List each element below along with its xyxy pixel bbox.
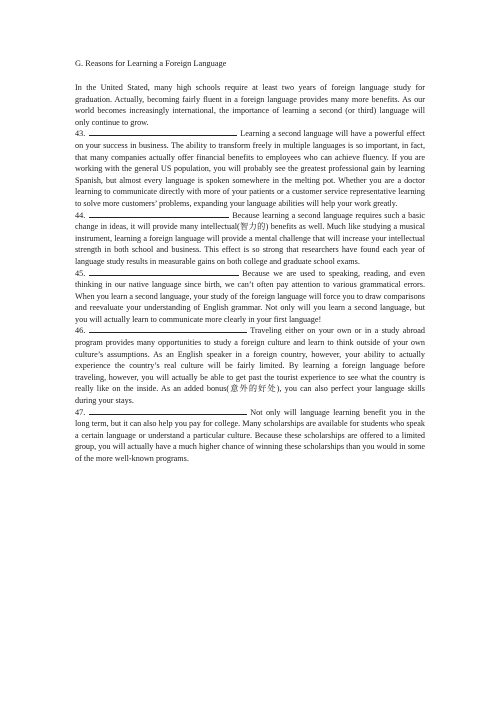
question-number: 47. bbox=[75, 407, 86, 417]
answer-blank[interactable] bbox=[89, 135, 237, 136]
section-heading: G. Reasons for Learning a Foreign Language bbox=[75, 59, 227, 68]
question-number: 43. bbox=[75, 129, 86, 139]
question-number: 44. bbox=[75, 210, 86, 220]
question-text: Traveling either on your own or in a study abroad program provides many opportunities to study a foreign culture and learn to think outside of your own culture’s assumptions. As an English speaker in a foreign country, however, your ability to actually experience the country’s real culture will be fairly limited. By learning a foreign language before traveling, however, you will actually be able to get past the tourist experience to see what the country is really like on the inside. As an added bonus(意外的好处), you can also perfect your language skills during your stays. bbox=[75, 326, 425, 406]
question-number: 46. bbox=[75, 326, 86, 336]
question-text: Not only will language learning benefit you in the long term, but it can also help you pay for college. Many scholarships are available for students who speak a certain language or understand a particular culture. Because these scholarships are offered to a limited group, you will actually have a much higher chance of winning these scholarships than you would in some of the more well-known programs. bbox=[75, 407, 425, 463]
answer-blank[interactable] bbox=[89, 414, 247, 415]
answer-blank[interactable] bbox=[89, 332, 247, 333]
question-text: Because learning a second language requires such a basic change in ideas, it will provide many intellectual(智力的) benefits as well. Much like studying a musical instrument, learning a foreign language will provide a mental challenge that will increase your intellectual strength in both school and business. This effect is so strong that researchers have found each year of language study results in measurable gains on both college and graduate school exams. bbox=[75, 210, 425, 266]
intro-paragraph: In the United Stated, many high schools require at least two years of foreign language study for graduation. Actually, becoming fairly fluent in a foreign language provides many more benefits. As our world becomes increasingly international, the importance of learning a second (or third) language will only continue to grow. bbox=[75, 83, 425, 127]
document-body bbox=[75, 58, 425, 465]
question-text: Learning a second language will have a powerful effect on your success in business. The ability to transform freely in multiple languages is so important, in fact, that many companies actually offer financial benefits to employees who can achieve fluency. If you are working with the general US population, you will probably see the greatest professional gain by learning Spanish, but almost every language is spoken somewhere in the melting pot. Whether you are a doctor learning to communicate directly with more of your patients or a customer service representative learning to solve more customers’ problems, expanding your language abilities will help your work greatly. bbox=[75, 129, 425, 208]
question-43 bbox=[75, 128, 425, 209]
question-text: Because we are used to speaking, reading, and even thinking in our native language since birth, we can’t often pay attention to various grammatical errors. When you learn a second language, your study of the foreign language will force you to draw comparisons and reevaluate your understanding of English grammar. Not only will you learn a second language, but you will actually learn to communicate more clearly in your first language! bbox=[75, 268, 425, 324]
question-45 bbox=[75, 268, 425, 326]
question-46 bbox=[75, 325, 425, 406]
question-44 bbox=[75, 210, 425, 268]
answer-blank[interactable] bbox=[89, 275, 239, 276]
question-number: 45. bbox=[75, 268, 86, 278]
answer-blank[interactable] bbox=[89, 217, 229, 218]
question-47 bbox=[75, 407, 425, 465]
